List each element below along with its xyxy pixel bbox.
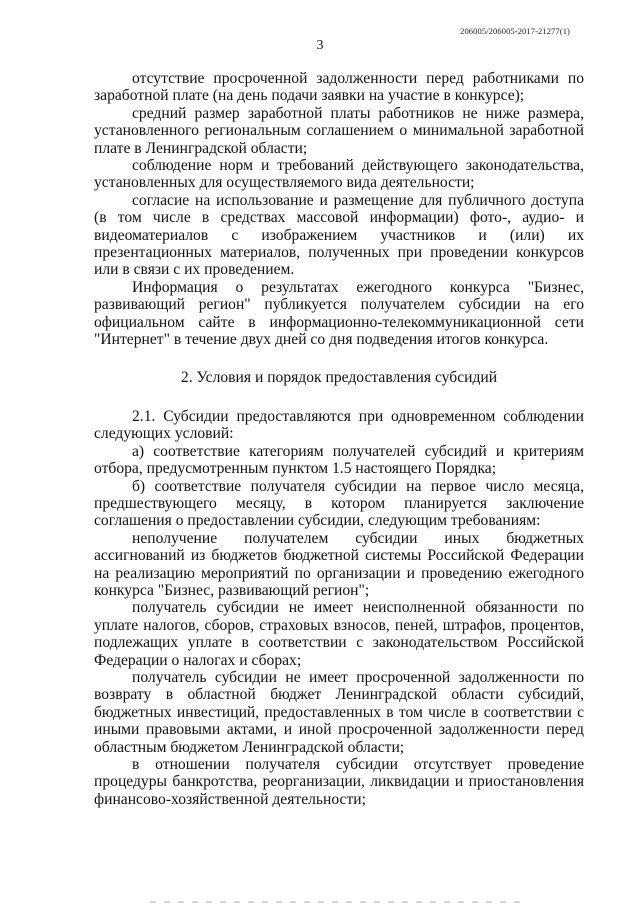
section-heading: 2. Условия и порядок предоставления субсидий — [180, 368, 498, 386]
paragraph: б) соответствие получателя субсидии на первое число месяца, предшествующего месяцу, в котором планируется заключение соглашения о предоставлении субсидии, следующим требованиям: — [94, 477, 584, 530]
paragraph: 2.1. Субсидии предоставляются при одновременном соблюдении следующих условий: — [94, 407, 584, 443]
scan-edge-artifact — [150, 901, 520, 903]
document-body — [94, 70, 584, 808]
paragraph: средний размер заработной платы работников не ниже размера, установленного региональным соглашением о минимальной заработной плате в Ленинградской области; — [94, 104, 584, 157]
paragraph: а) соответствие категориям получателей субсидий и критериям отбора, предусмотренным пунктом 1.5 настоящего Порядка; — [94, 442, 584, 478]
paragraph: соблюдение норм и требований действующего законодательства, установленных для осуществляемого вида деятельности; — [94, 157, 584, 192]
paragraph: согласие на использование и размещение для публичного доступа (в том числе в средствах массовой информации) фото-, аудио- и видеоматериалов с изображением участников и (или) их презентационных материалов, полученных при проведении конкурсов или в связи с их проведением. — [94, 191, 584, 279]
document-registration-number: 206005/206005-2017-21277(1) — [460, 26, 570, 36]
paragraph: Информация о результатах ежегодного конкурса "Бизнес, развивающий регион" публикуется получателем субсидии на его официальном сайте в информационно-телекоммуникационной сети "Интернет" в течение двух дней со дня подведения итогов конкурса. — [94, 278, 584, 349]
paragraph: получатель субсидии не имеет неисполненной обязанности по уплате налогов, сборов, страховых взносов, пеней, штрафов, процентов, подлежащих уплате в соответствии с законодательством Российской Федерации о налогах и сборах; — [94, 599, 584, 669]
paragraph: получатель субсидии не имеет просроченной задолженности по возврату в областной бюджет Ленинградской области субсидий, бюджетных инвестиций, предоставленных в том числе в соответствии с иными правовыми актами, и иной просроченной задолженности перед областным бюджетом Ленинградской области; — [94, 669, 584, 756]
page-number: 3 — [316, 38, 324, 53]
paragraph: отсутствие просроченной задолженности перед работниками по заработной плате (на день подачи заявки на участие в конкурсе); — [94, 70, 584, 105]
paragraph: неполучение получателем субсидии иных бюджетных ассигнований из бюджетов бюджетной системы Российской Федерации на реализацию мероприятий по организации и проведению ежегодного конкурса "Бизнес, развивающий регион"; — [94, 529, 584, 599]
paragraph: в отношении получателя субсидии отсутствует проведение процедуры банкротства, реорганизации, ликвидации и приостановления финансово-хозяйственной деятельности; — [94, 756, 584, 808]
